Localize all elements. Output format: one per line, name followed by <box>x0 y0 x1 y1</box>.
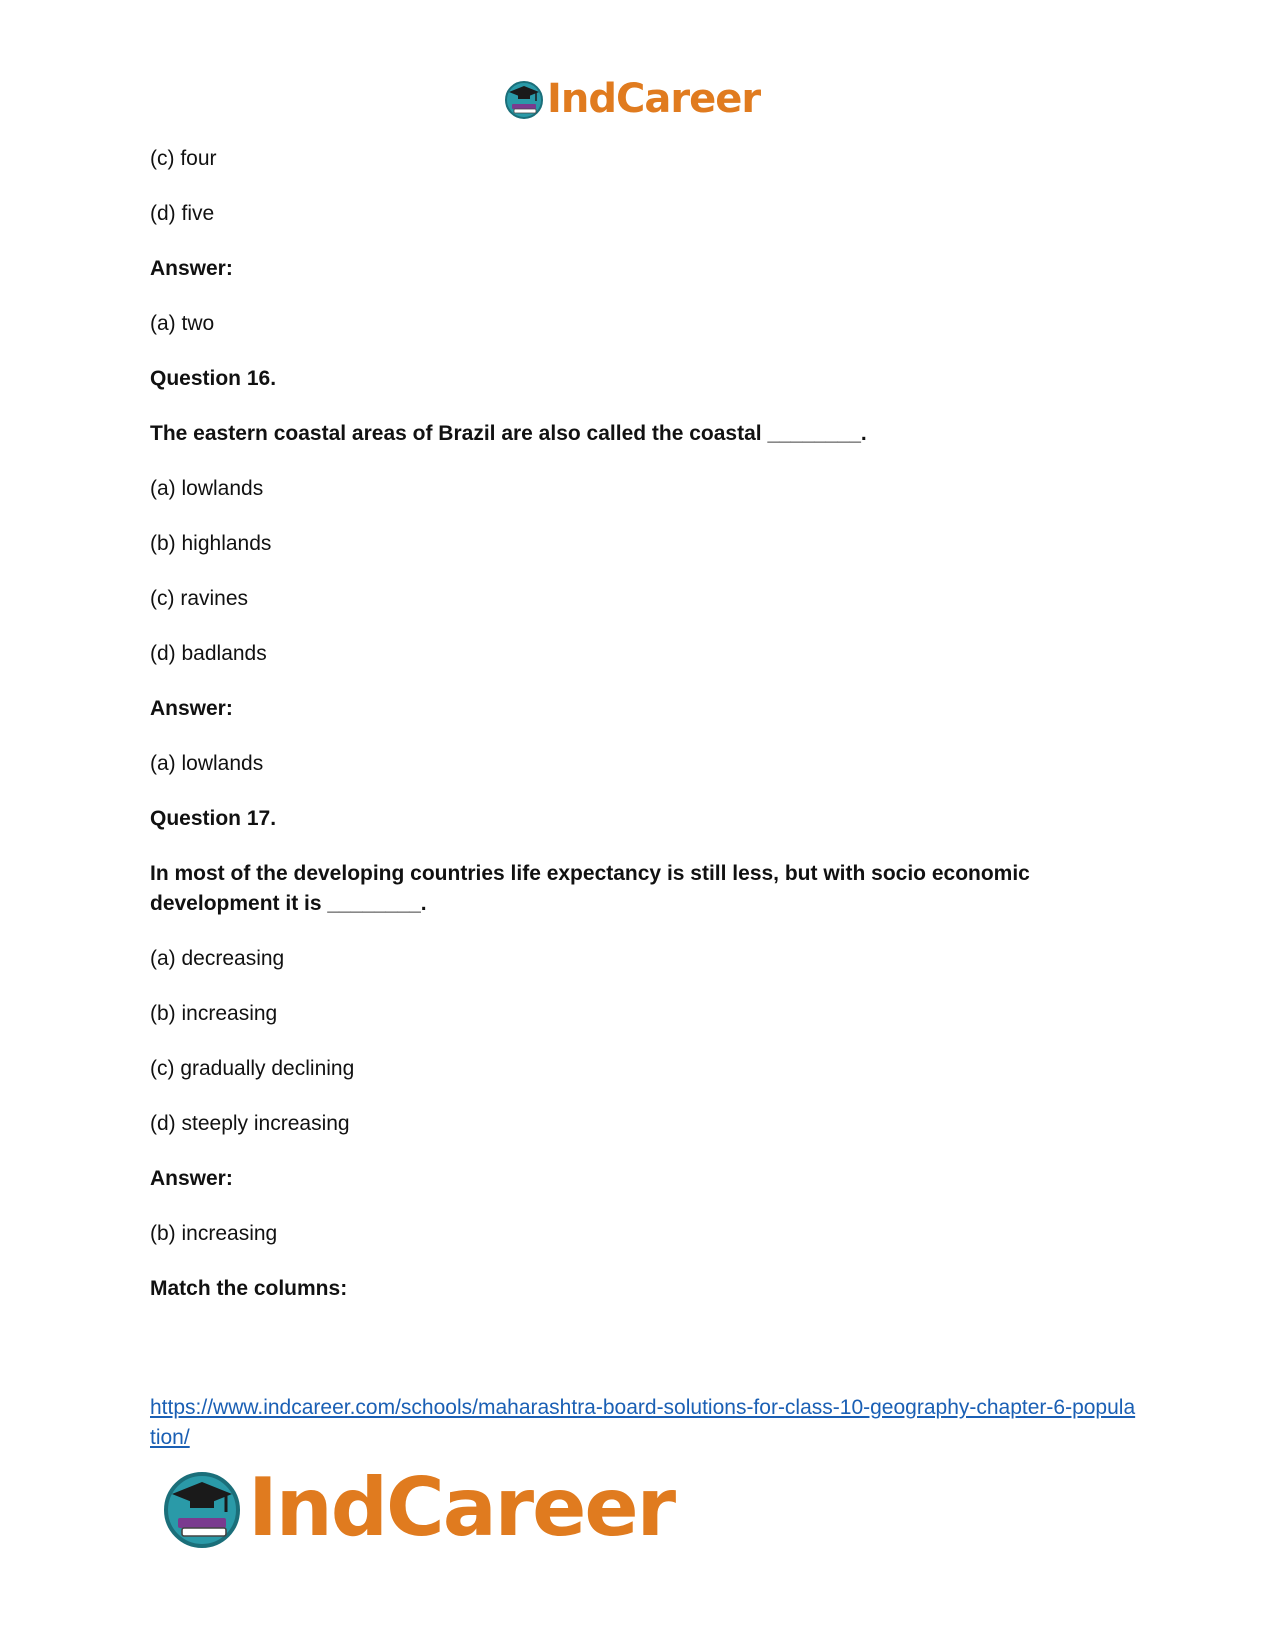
header-logo <box>503 78 760 120</box>
footer-logo <box>160 1461 675 1554</box>
heading-line: Answer: <box>150 1167 233 1190</box>
text-line: (a) decreasing <box>150 947 285 970</box>
text-line: (a) lowlands <box>150 752 264 775</box>
heading-line: Answer: <box>150 697 233 720</box>
heading-line: Match the columns: <box>150 1277 348 1300</box>
brand-name: IndCareer <box>547 76 761 122</box>
text-line: (d) steeply increasing <box>150 1112 350 1135</box>
text-line: (b) increasing <box>150 1002 278 1025</box>
text-line: (c) four <box>150 147 217 170</box>
text-line: (d) badlands <box>150 642 267 665</box>
globe-graduation-cap-books-icon <box>503 78 545 120</box>
heading-line: Answer: <box>150 257 233 280</box>
text-line: (a) lowlands <box>150 477 264 500</box>
globe-graduation-cap-books-icon <box>160 1466 244 1550</box>
text-line: (b) highlands <box>150 532 272 555</box>
text-line: (a) two <box>150 312 215 335</box>
heading-line: In most of the developing countries life expectancy is still less, but with socio economic development it is ________. <box>150 862 1030 915</box>
heading-line: The eastern coastal areas of Brazil are also called the coastal ________. <box>150 422 867 445</box>
heading-line: Question 16. <box>150 367 277 390</box>
text-line: (b) increasing <box>150 1222 278 1245</box>
heading-line: Question 17. <box>150 807 277 830</box>
text-line: (d) five <box>150 202 215 225</box>
text-line: (c) ravines <box>150 587 249 610</box>
source-url-link[interactable]: https://www.indcareer.com/schools/maharashtra-board-solutions-for-class-10-geography-chapter-6-population/ <box>150 1396 1136 1449</box>
brand-name: IndCareer <box>248 1461 675 1554</box>
text-line: (c) gradually declining <box>150 1057 355 1080</box>
document-body <box>150 144 1130 1329</box>
